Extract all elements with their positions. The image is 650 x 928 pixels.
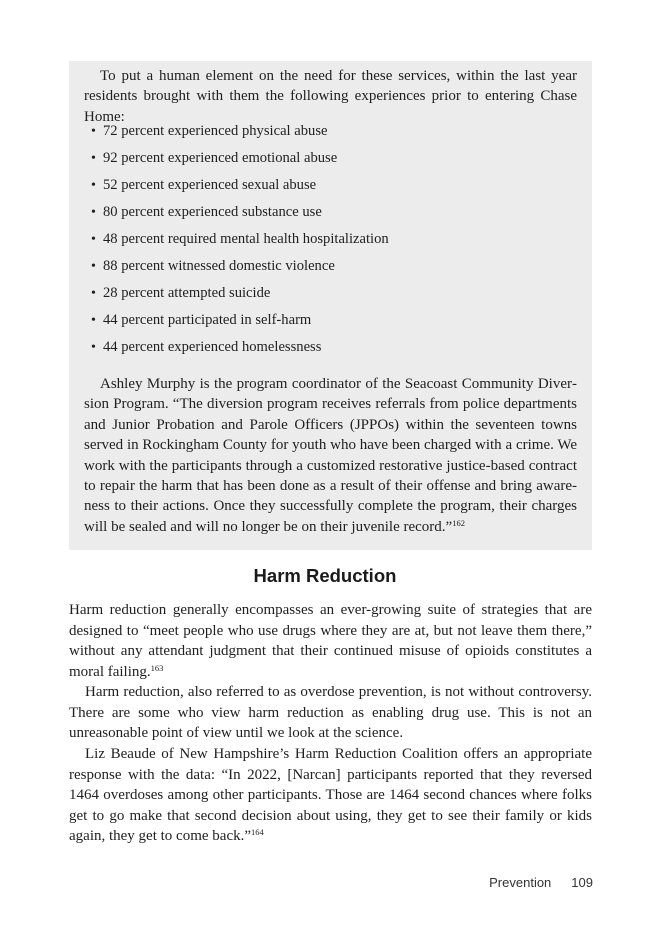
paragraph-text bbox=[69, 744, 592, 847]
quote-text: Ashley Murphy is the program coordinator of the Seacoast Community Diversion Program. “The diversion program receives referrals from police departments and Junior Probation and Parole Officers (JPPOs) within the seventeen towns served in Rockingham County for youth who have been charged with a crime. We work with the participants through a customized restorative justice-based contract to repair the harm that has been done as a result of their offense and bring awareness to their actions. Once they successfully complete the program, their charges will be sealed and will no longer be on their juvenile record.” bbox=[84, 376, 577, 535]
body-paragraph-3 bbox=[69, 744, 592, 847]
list-item bbox=[91, 226, 389, 253]
paragraph-content: Liz Beaude of New Hampshire’s Harm Reduction Coalition offers an appropriate response with the data: “In 2022, [Narcan] participants reported that they reversed 1464 overdoses among other participants. Those are 1464 second chances where folks get to go make that second decision about using, they get to see their family or kids again, they get to come back.” bbox=[69, 746, 592, 844]
list-item-text: 52 percent experienced sexual abuse bbox=[103, 177, 317, 193]
footnote-ref[interactable]: 164 bbox=[251, 827, 264, 837]
list-item bbox=[91, 334, 389, 361]
list-item bbox=[91, 307, 389, 334]
list-item-text: 80 percent experienced substance use bbox=[103, 204, 322, 220]
running-footer-section: Prevention bbox=[489, 875, 552, 890]
list-item bbox=[91, 172, 389, 199]
bullet-icon: • bbox=[91, 123, 96, 139]
page-number: 109 bbox=[571, 875, 593, 890]
body-paragraph-2 bbox=[69, 682, 592, 744]
paragraph-text: Harm reduction, also referred to as overdose prevention, is not without controversy. There are some who view harm reduction as enabling drug use. This is not an unreasonable point of view until we look at the science. bbox=[69, 684, 592, 741]
sidebar-quote-paragraph bbox=[84, 374, 577, 537]
body-paragraph-1 bbox=[69, 600, 592, 682]
list-item bbox=[91, 253, 389, 280]
footnote-ref[interactable]: 162 bbox=[452, 517, 465, 528]
list-item-text: 92 percent experienced emotional abuse bbox=[103, 150, 338, 166]
sidebar-box bbox=[69, 61, 592, 550]
bullet-icon: • bbox=[91, 231, 96, 247]
bullet-icon: • bbox=[91, 285, 96, 301]
bullet-icon: • bbox=[91, 258, 96, 274]
list-item-text: 88 percent witnessed domestic violence bbox=[103, 258, 335, 274]
sidebar-intro-paragraph: To put a human element on the need for these services, within the last year resi⁠dents brought with them the following experiences prior to entering Chase Home: bbox=[84, 68, 577, 125]
list-item-text: 44 percent participated in self-harm bbox=[103, 312, 312, 328]
list-item-text: 44 percent experienced homelessness bbox=[103, 339, 322, 355]
section-heading: Harm Reduction bbox=[253, 565, 397, 586]
experience-list bbox=[91, 118, 389, 361]
list-item bbox=[91, 280, 389, 307]
list-item-text: 28 percent attempted suicide bbox=[103, 285, 271, 301]
bullet-icon: • bbox=[91, 204, 96, 220]
footnote-ref[interactable]: 163 bbox=[150, 662, 164, 673]
bullet-icon: • bbox=[91, 177, 96, 193]
paragraph-content: Harm reduction generally encompasses an ever-growing suite of strategies that are designed to “meet people who use drugs where they are at, but not leave them there,” without any attendant judgment that their continued misuse of opioids constitutes a moral failing. bbox=[69, 602, 592, 680]
list-item-text: 72 percent experienced physical abuse bbox=[103, 123, 328, 139]
list-item bbox=[91, 199, 389, 226]
bullet-icon: • bbox=[91, 150, 96, 166]
list-item bbox=[91, 118, 389, 145]
paragraph-text bbox=[69, 600, 592, 682]
bullet-icon: • bbox=[91, 339, 96, 355]
list-item-text: 48 percent required mental health hospitalization bbox=[103, 231, 389, 247]
bullet-icon: • bbox=[91, 312, 96, 328]
list-item bbox=[91, 145, 389, 172]
page-footer bbox=[489, 875, 593, 890]
